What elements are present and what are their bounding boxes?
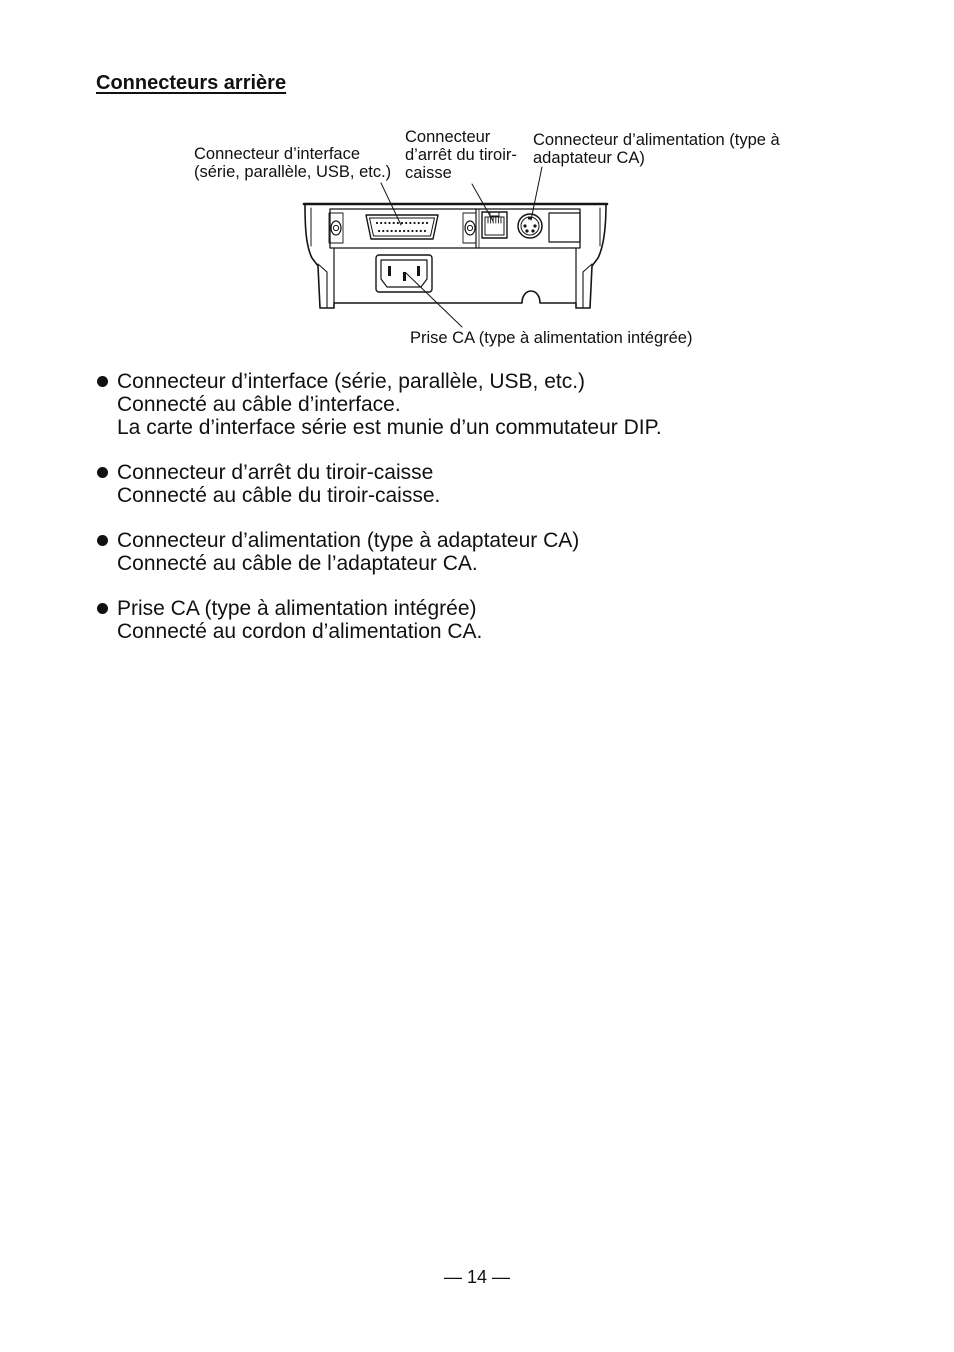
label-line: Prise CA (type à alimentation intégrée) <box>410 329 693 347</box>
interface-board-screw-left <box>329 213 343 243</box>
db25-pin <box>422 222 424 224</box>
leader-line-ac-inlet <box>406 273 462 327</box>
item-description: Connecté au cordon d’alimentation CA. <box>117 620 483 643</box>
screw-slot <box>467 225 472 230</box>
db25-pin <box>401 222 403 224</box>
db25-pin <box>378 230 380 232</box>
db25-pin <box>420 230 422 232</box>
left-foot-detail <box>318 264 327 308</box>
item-title: Connecteur d’interface (série, parallèle, USB, etc.) <box>117 370 586 393</box>
rj-shell <box>482 212 507 238</box>
housing-outline <box>305 204 606 308</box>
db25-pin <box>397 222 399 224</box>
db25-pin <box>382 230 384 232</box>
din-key <box>528 217 532 220</box>
connector-panel <box>330 209 580 248</box>
label-line: Connecteur d’alimentation (type à <box>533 131 780 149</box>
screw-bracket <box>329 213 343 243</box>
screw-bracket <box>463 213 476 243</box>
db25-pin <box>386 230 388 232</box>
item-title: Connecteur d’arrêt du tiroir-caisse <box>117 461 434 484</box>
connector-panel-frame <box>330 209 580 248</box>
item-title: Connecteur d’alimentation (type à adaptateur CA) <box>117 529 580 552</box>
list-item-ac-inlet <box>97 597 662 643</box>
bullet-icon <box>97 376 108 387</box>
rj-contacts <box>488 218 501 223</box>
bullet-icon <box>97 535 108 546</box>
label-ac-inlet <box>410 329 692 347</box>
db25-pin <box>409 222 411 224</box>
label-line: caisse <box>405 164 452 182</box>
db25-insert <box>370 218 435 236</box>
blank-cover-plate <box>549 213 580 242</box>
printer-rear-housing <box>304 204 607 308</box>
db25-pin <box>395 230 397 232</box>
db25-pin <box>388 222 390 224</box>
rj-latch <box>490 212 499 216</box>
db25-pin-field <box>376 222 428 232</box>
ac-inlet-ground-pin <box>403 272 406 281</box>
db25-pin <box>393 222 395 224</box>
item-description: La carte d’interface série est munie d’un commutateur DIP. <box>117 416 662 439</box>
db25-pin <box>384 222 386 224</box>
label-interface-connector <box>194 145 391 181</box>
right-foot-detail <box>583 264 592 308</box>
screw-head <box>465 221 475 235</box>
ac-inlet-pin <box>417 266 420 276</box>
list-item-drawer-kick-connector <box>97 461 662 507</box>
connector-description-list <box>97 370 662 665</box>
db25-pin <box>411 230 413 232</box>
section-title: Connecteurs arrière <box>96 72 287 94</box>
ac-inlet-socket <box>381 260 427 287</box>
din-pin <box>523 224 526 227</box>
power-connector-din <box>518 214 542 238</box>
db25-pin <box>413 222 415 224</box>
db25-pin <box>426 222 428 224</box>
db25-pin <box>391 230 393 232</box>
item-title: Prise CA (type à alimentation intégrée) <box>117 597 477 620</box>
item-description: Connecté au câble de l’adaptateur CA. <box>117 552 478 575</box>
label-line: adaptateur CA) <box>533 149 645 167</box>
screw-head <box>331 221 341 235</box>
db25-pin <box>405 222 407 224</box>
page-number: — 14 — <box>443 1267 511 1287</box>
leader-line-power-connector <box>531 167 542 220</box>
leader-line-interface-connector <box>381 183 401 225</box>
bullet-icon <box>97 467 108 478</box>
db25-pin <box>424 230 426 232</box>
label-drawer-kick-connector <box>405 128 517 182</box>
db25-pin <box>407 230 409 232</box>
screw-slot <box>333 225 338 230</box>
ac-inlet <box>376 255 432 292</box>
item-description: Connecté au câble d’interface. <box>117 393 401 416</box>
bullet-icon <box>97 603 108 614</box>
drawer-kick-connector-rj <box>482 212 507 238</box>
db25-pin <box>376 222 378 224</box>
ac-inlet-frame <box>376 255 432 292</box>
label-line: Connecteur <box>405 128 491 146</box>
db25-pin <box>418 222 420 224</box>
din-pin <box>533 224 536 227</box>
din-inner-ring <box>521 217 539 235</box>
db25-pin <box>399 230 401 232</box>
list-item-power-connector <box>97 529 662 575</box>
list-item-interface-connector <box>97 370 662 439</box>
interface-connector-db25 <box>366 215 438 239</box>
leader-line-drawer-kick-connector <box>472 184 493 221</box>
ac-inlet-pin <box>388 266 391 276</box>
interface-board-screw-right <box>463 213 476 243</box>
din-pin <box>525 229 528 232</box>
item-description: Connecté au câble du tiroir-caisse. <box>117 484 441 507</box>
db25-pin <box>380 222 382 224</box>
din-outer-ring <box>518 214 542 238</box>
din-pin <box>531 229 534 232</box>
label-power-connector <box>533 131 780 167</box>
db25-pin <box>403 230 405 232</box>
db25-pin <box>416 230 418 232</box>
label-line: Connecteur d’interface <box>194 145 361 163</box>
rj-opening <box>485 217 504 235</box>
db25-shell <box>366 215 438 239</box>
label-line: (série, parallèle, USB, etc.) <box>194 163 392 181</box>
label-line: d’arrêt du tiroir- <box>405 146 517 164</box>
